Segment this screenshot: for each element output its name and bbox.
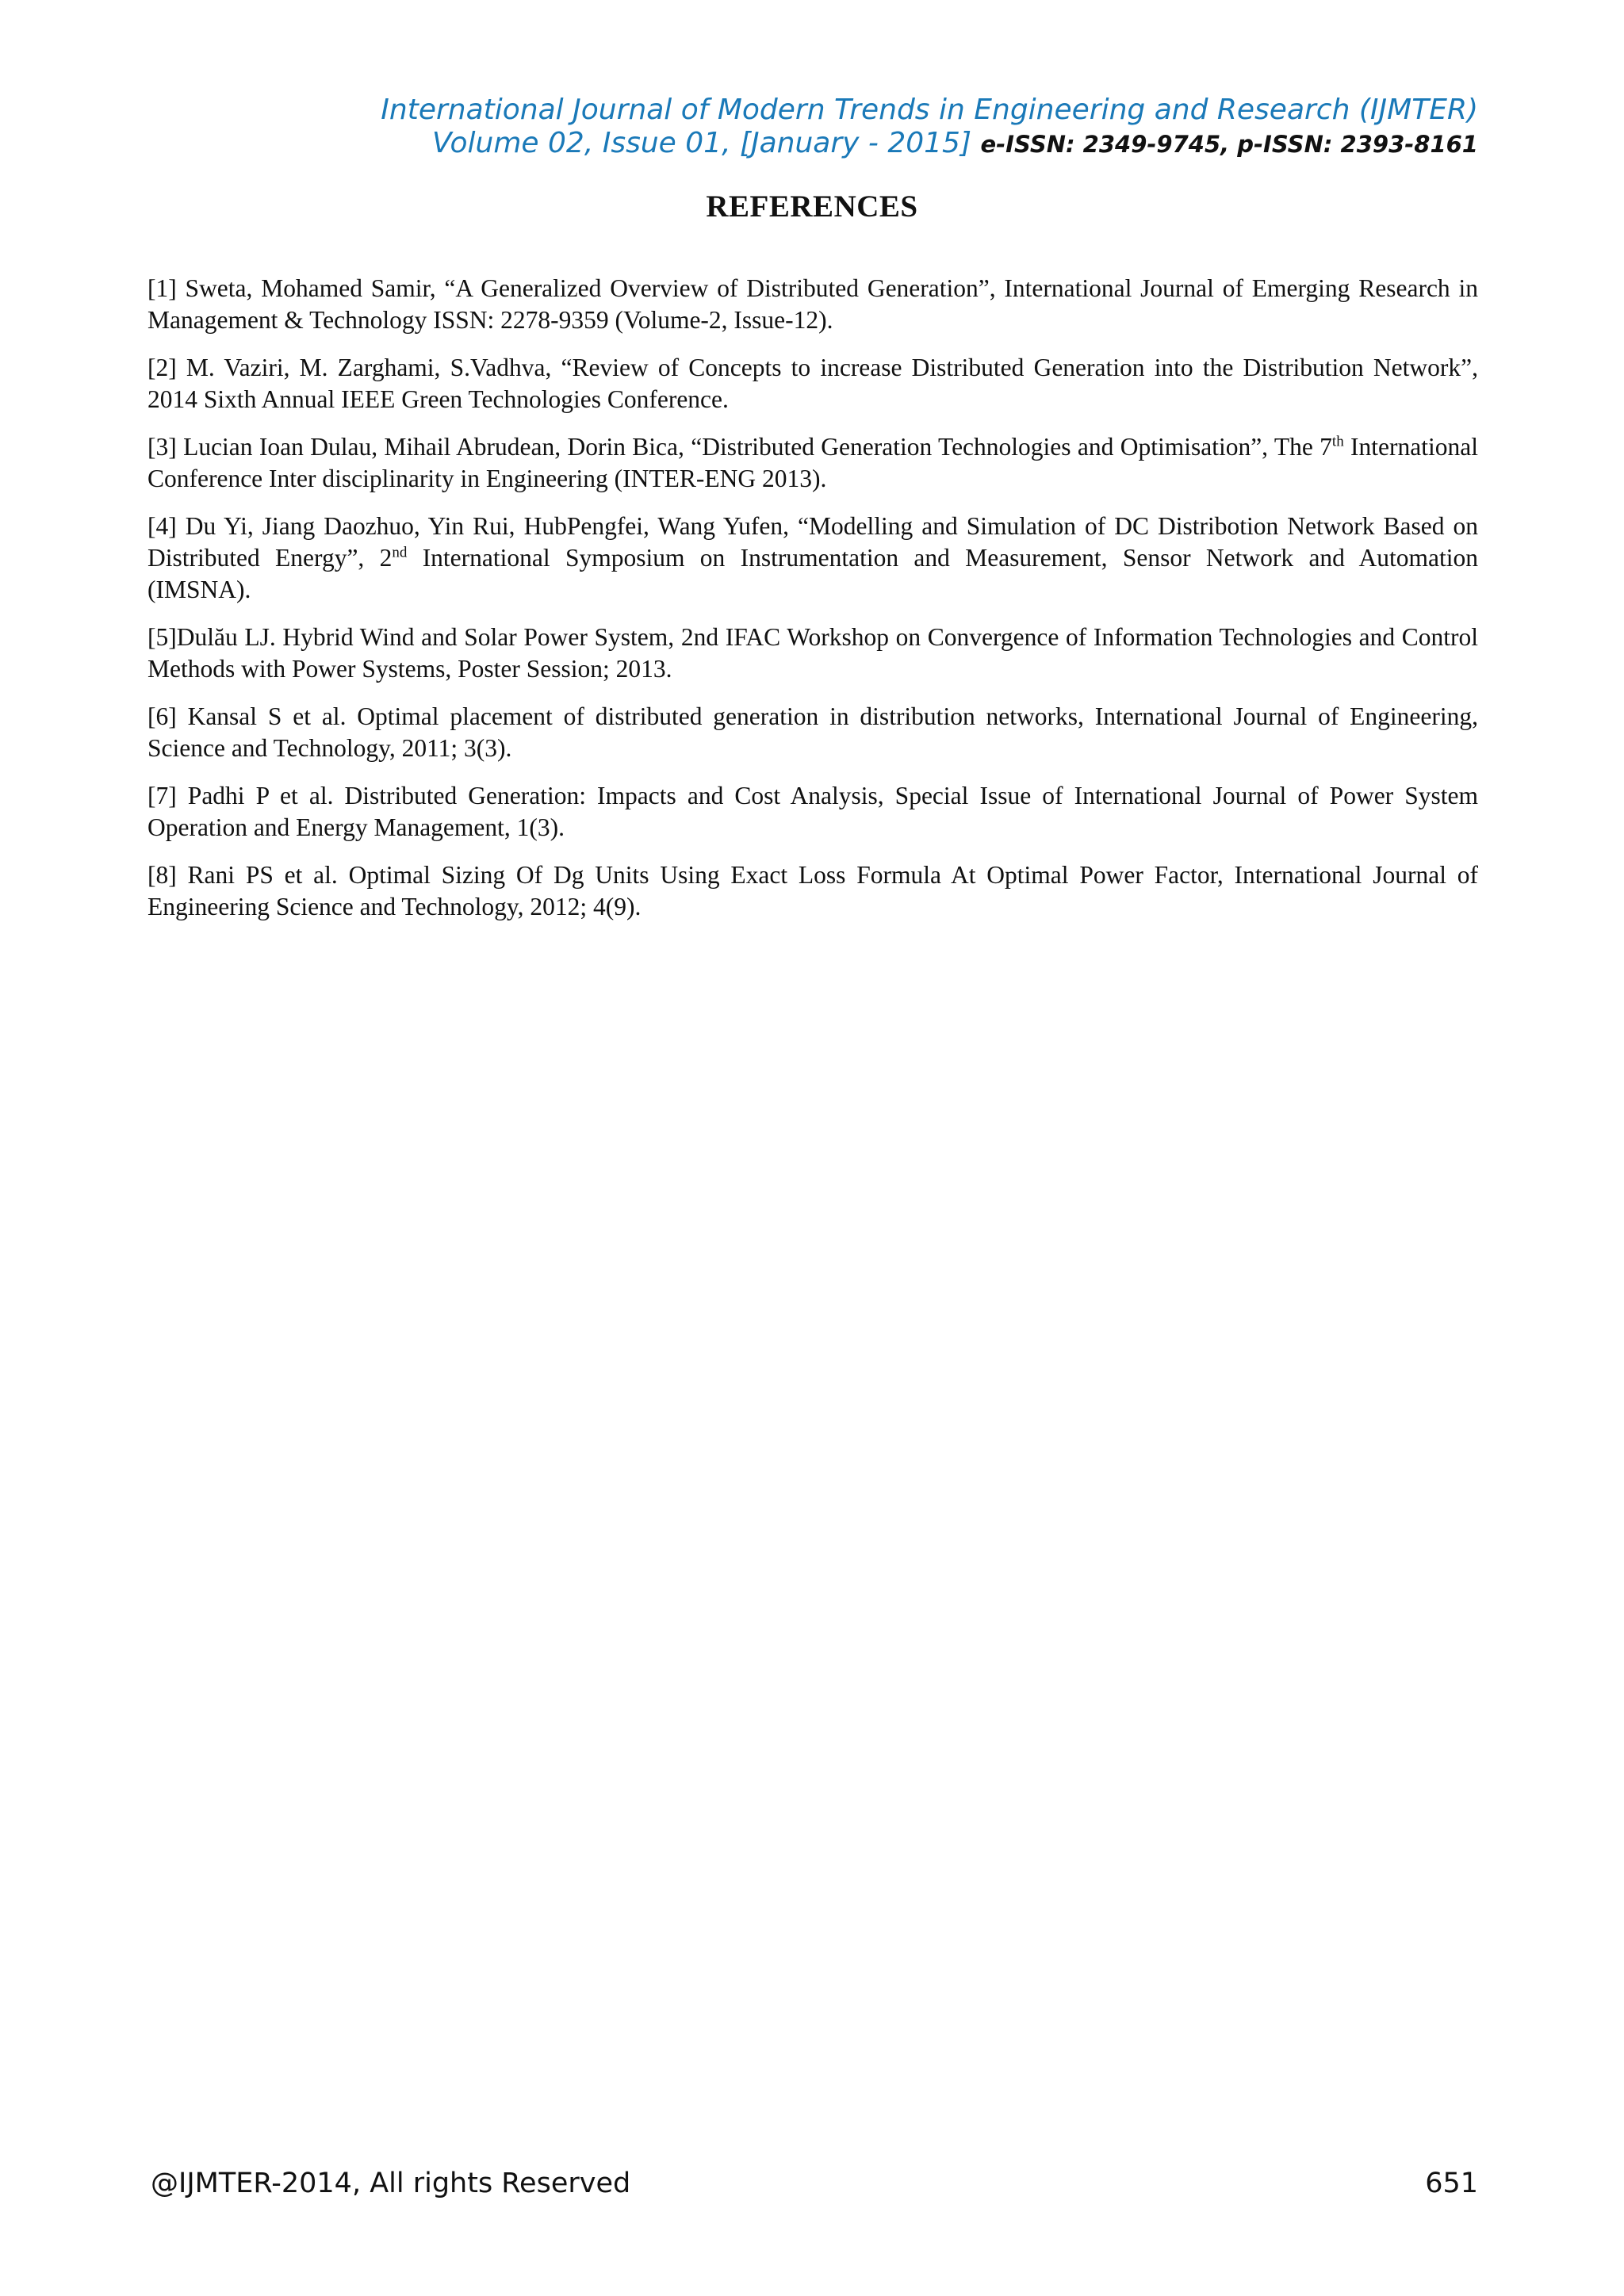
journal-title: International Journal of Modern Trends in Engineering and Research (IJMTER) <box>381 94 1478 126</box>
ordinal-superscript: nd <box>392 544 408 561</box>
page-number: 651 <box>1425 2168 1478 2199</box>
ordinal-superscript: th <box>1331 433 1344 450</box>
reference-text: International Symposium on Instrumentation and Measurement, Sensor Network and Automation (IMSNA). <box>147 544 1478 603</box>
reference-item: [7] Padhi P et al. Distributed Generation: Impacts and Cost Analysis, Special Issue of International Journal of Power System Operation and Energy Management, 1(3). <box>147 782 1478 841</box>
journal-volume-line <box>238 127 1478 161</box>
reference-item: [1] Sweta, Mohamed Samir, “A Generalized Overview of Distributed Generation”, International Journal of Emerging Research in Management & Technology ISSN: 2278-9359 (Volume-2, Issue-12). <box>147 274 1478 334</box>
reference-item: [6] Kansal S et al. Optimal placement of distributed generation in distribution networks, International Journal of Engineering, Science and Technology, 2011; 3(3). <box>147 702 1478 762</box>
reference-text: International Conference Inter disciplinarity in Engineering (INTER-ENG 2013). <box>147 433 1478 492</box>
reference-item <box>147 431 1478 495</box>
reference-item: [5]Dulău LJ. Hybrid Wind and Solar Power System, 2nd IFAC Workshop on Convergence of Information Technologies and Control Methods with Power Systems, Poster Session; 2013. <box>147 623 1478 683</box>
reference-text: [4] Du Yi, Jiang Daozhuo, Yin Rui, HubPengfei, Wang Yufen, “Modelling and Simulation of DC Distribotion Network Based on Distributed Energy”, 2 <box>147 512 1478 572</box>
reference-text: [3] Lucian Ioan Dulau, Mihail Abrudean, Dorin Bica, “Distributed Generation Technologies and Optimisation”, The 7 <box>147 433 1332 461</box>
reference-list <box>147 273 1478 939</box>
footer-copyright: @IJMTER-2014, All rights Reserved <box>151 2168 631 2199</box>
journal-issn: e-ISSN: 2349-9745, p-ISSN: 2393-8161 <box>980 131 1478 158</box>
journal-header <box>238 94 1478 161</box>
journal-volume: Volume 02, Issue 01, [January - 2015] <box>432 127 972 159</box>
reference-item: [2] M. Vaziri, M. Zarghami, S.Vadhva, “Review of Concepts to increase Distributed Generation into the Distribution Network”, 2014 Sixth Annual IEEE Green Technologies Conference. <box>147 354 1478 413</box>
section-title: REFERENCES <box>706 189 918 224</box>
reference-item: [8] Rani PS et al. Optimal Sizing Of Dg Units Using Exact Loss Formula At Optimal Power Factor, International Journal of Engineering Science and Technology, 2012; 4(9). <box>147 861 1478 920</box>
reference-item <box>147 511 1478 606</box>
